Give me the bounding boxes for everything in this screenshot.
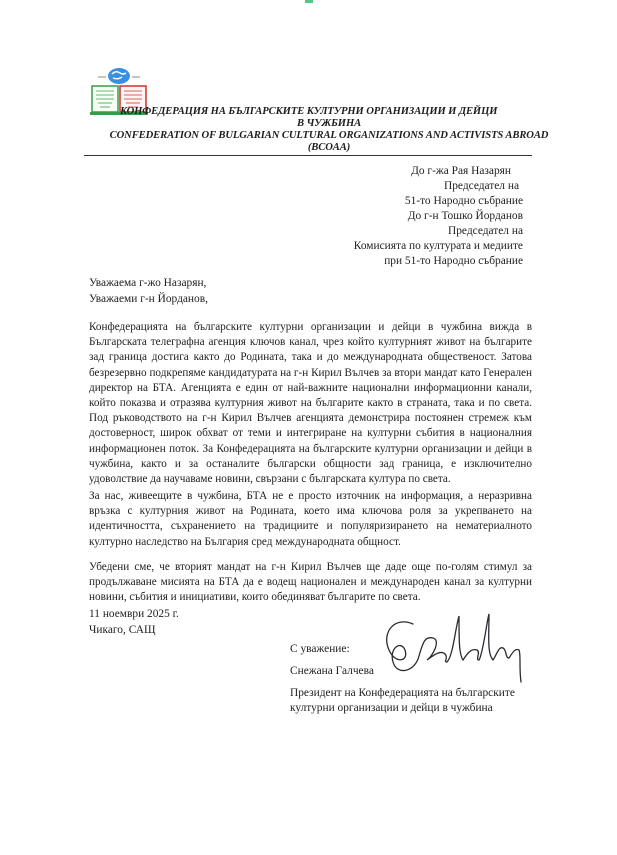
recipient-line: при 51-то Народно събрание <box>384 255 523 267</box>
body-paragraph-3: Убедени сме, че вторият мандат на г-н Кирил Вълчев ще даде още по-голям стимул за продължаване мисията на БТА да е водещ национален и международен канал за културни новини, събития и инициативи, които обединяват българите по света. <box>89 561 532 604</box>
recipient-line: Председател на <box>448 225 523 237</box>
recipient-line: До г-н Тошко Йорданов <box>407 210 523 222</box>
org-title-en: CONFEDERATION OF BULGARIAN CULTURAL ORGANIZATIONS AND ACTIVISTS ABROAD <box>109 130 549 141</box>
closing-phrase: С уважение: <box>290 643 350 655</box>
recipient-line: 51-то Народно събрание <box>404 195 523 207</box>
signatory-name: Снежана Галчева <box>290 665 374 677</box>
org-title-bg: КОНФЕДЕРАЦИЯ НА БЪЛГАРСКИТЕ КУЛТУРНИ ОРГАНИЗАЦИИ И ДЕЙЦИ <box>120 106 498 117</box>
letter-place: Чикаго, САЩ <box>89 623 156 636</box>
signatory-title-line: Президент на Конфедерацията на българските <box>290 687 515 699</box>
recipient-block-2 <box>354 209 523 269</box>
letter-date: 11 ноември 2025 г. <box>89 608 179 620</box>
org-title-bg-continued: В ЧУЖБИНА <box>296 118 362 129</box>
salutation-1: Уважаема г-жо Назарян, <box>89 277 207 289</box>
top-edge-mark <box>305 0 313 3</box>
body-paragraph-1: Конфедерацията на българските културни организации и дейци в чужбина вижда в Българската телеграфна агенция ключов канал, чрез който културният живот на българите зад граница достига както до Родината, така и до международната общественост. Затова безрезервно подкрепяме кандидатурата на г-н Кирил Вълчев за втори мандат като Генерален директор на БТА. Агенцията е един от най-важните национални информационни канали, който показва и отразява културния живот на българите както в страната, така и по света. Под ръководството на г-н Кирил Вълчев агенцията демонстрира постоянен стремеж към достоверност, широк обхват от теми и интегриране на културни събития в националния информационен поток. За Конфедерацията на българските културни организации и дейци в чужбина, както и за останалите български общности зад граница, е изключително удоволствие да научаваме новини, свързани с българската култура по света. <box>89 321 532 486</box>
recipient-line: До г-жа Рая Назарян <box>411 165 511 177</box>
recipient-block-1 <box>405 164 523 209</box>
recipient-line: Председател на <box>444 180 519 192</box>
date-place-block <box>89 607 179 638</box>
letterhead-divider <box>84 155 532 156</box>
salutation-2: Уважаеми г-н Йорданов, <box>89 293 208 305</box>
signatory-title-line: културни организации и дейци в чужбина <box>290 702 493 714</box>
recipient-line: Комисията по културата и медиите <box>353 240 523 252</box>
signature-icon <box>375 610 535 686</box>
body-paragraph-2: За нас, живеещите в чужбина, БТА не е просто източник на информация, а неразривна връзка с културния живот на Родината, което има ключова роля за укрепването на идентичността, съхранението на традициите и популяризирането на нематериалното културно наследство на България сред международната общност. <box>89 490 532 548</box>
signatory-title <box>290 686 515 716</box>
org-abbreviation: (BCOAA) <box>307 142 351 153</box>
